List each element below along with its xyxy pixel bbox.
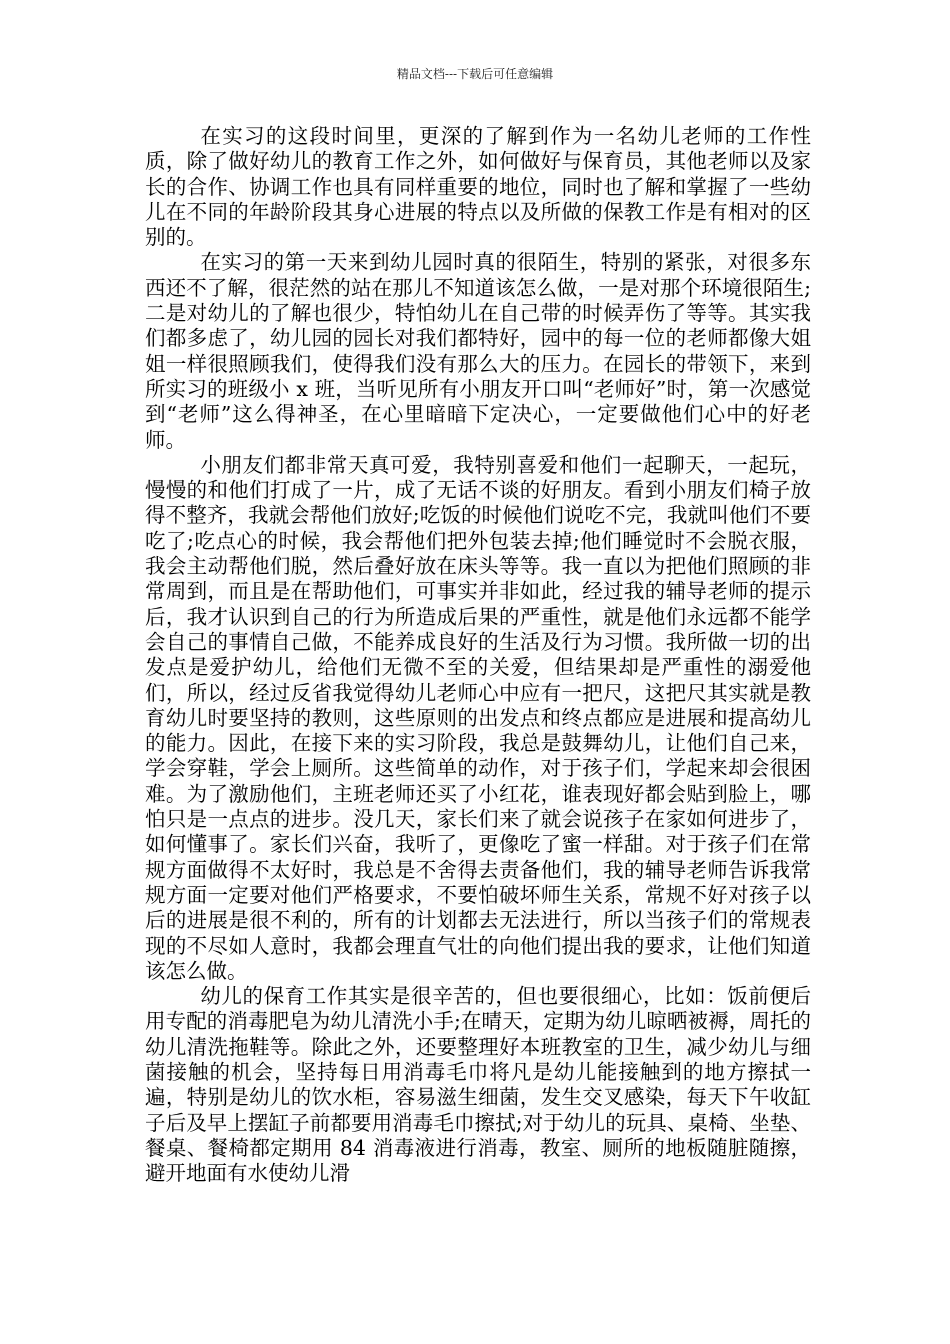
paragraph-2: 在实习的第一天来到幼儿园时真的很陌生，特别的紧张，对很多东西还不了解，很茫然的站在那儿不知道该怎么做，一是对那个环境很陌生;二是对幼儿的了解也很少，特怕幼儿在自己带的时候弄伤了等等。其实我们都多虑了，幼儿园的园长对我们都特好，园中的每一位的老师都像大姐姐一样很照顾我们，使得我们没有那么大的压力。在园长的带领下，来到所实习的班级小 x 班，当听见所有小朋友开口叫“老师好”时，第一次感觉到“老师”这么得神圣，在心里暗暗下定决心，一定要做他们心中的好老师。 [145,250,811,452]
paragraph-1: 在实习的这段时间里，更深的了解到作为一名幼儿老师的工作性质，除了做好幼儿的教育工作之外，如何做好与保育员，其他老师以及家长的合作、协调工作也具有同样重要的地位，同时也了解和掌握了一些幼儿在不同的年龄阶段其身心进展的特点以及所做的保教工作是有相对的区别的。 [145,124,811,250]
document-body [145,124,811,1186]
paragraph-3: 小朋友们都非常天真可爱，我特别喜爱和他们一起聊天，一起玩，慢慢的和他们打成了一片，成了无话不谈的好朋友。看到小朋友们椅子放得不整齐，我就会帮他们放好;吃饭的时候他们说吃不完，我就叫他们不要吃了;吃点心的时候，我会帮他们把外包装去掉;他们睡觉时不会脱衣服，我会主动帮他们脱，然后叠好放在床头等等。我一直以为把他们照顾的非常周到，而且是在帮助他们，可事实并非如此，经过我的辅导老师的提示后，我才认识到自己的行为所造成后果的严重性，就是他们永远都不能学会自己的事情自己做，不能养成良好的生活及行为习惯。我所做一切的出发点是爱护幼儿，给他们无微不至的关爱，但结果却是严重性的溺爱他们，所以，经过反省我觉得幼儿老师心中应有一把尺，这把尺其实就是教育幼儿时要坚持的教则，这些原则的出发点和终点都应是进展和提高幼儿的能力。因此，在接下来的实习阶段，我总是鼓舞幼儿，让他们自己来，学会穿鞋，学会上厕所。这些简单的动作，对于孩子们，学起来却会很困难。为了激励他们，主班老师还买了小红花，谁表现好都会贴到脸上，哪怕只是一点点的进步。没几天，家长们来了就会说孩子在家如何进步了，如何懂事了。家长们兴奋，我听了，更像吃了蜜一样甜。对于孩子们在常规方面做得不太好时，我总是不舍得去责备他们，我的辅导老师告诉我常规方面一定要对他们严格要求，不要怕破坏师生关系，常规不好对孩子以后的进展是很不利的，所有的计划都去无法进行，所以当孩子们的常规表现的不尽如人意时，我都会理直气壮的向他们提出我的要求，让他们知道该怎么做。 [145,452,811,983]
page-header: 精品文档---下载后可任意编辑 [396,67,554,81]
paragraph-4: 幼儿的保育工作其实是很辛苦的，但也要很细心，比如：饭前便后用专配的消毒肥皂为幼儿清洗小手;在晴天，定期为幼儿晾晒被褥，周托的幼儿清洗拖鞋等。除此之外，还要整理好本班教室的卫生，减少幼儿与细菌接触的机会，坚持每日用消毒毛巾将凡是幼儿能接触到的地方擦拭一遍，特别是幼儿的饮水柜，容易滋生细菌，发生交叉感染，每天下午收缸子后及早上摆缸子前都要用消毒毛巾擦拭;对于幼儿的玩具、桌椅、坐垫、餐桌、餐椅都定期用 84 消毒液进行消毒，教室、厕所的地板随脏随擦，避开地面有水使幼儿滑 [145,984,811,1186]
